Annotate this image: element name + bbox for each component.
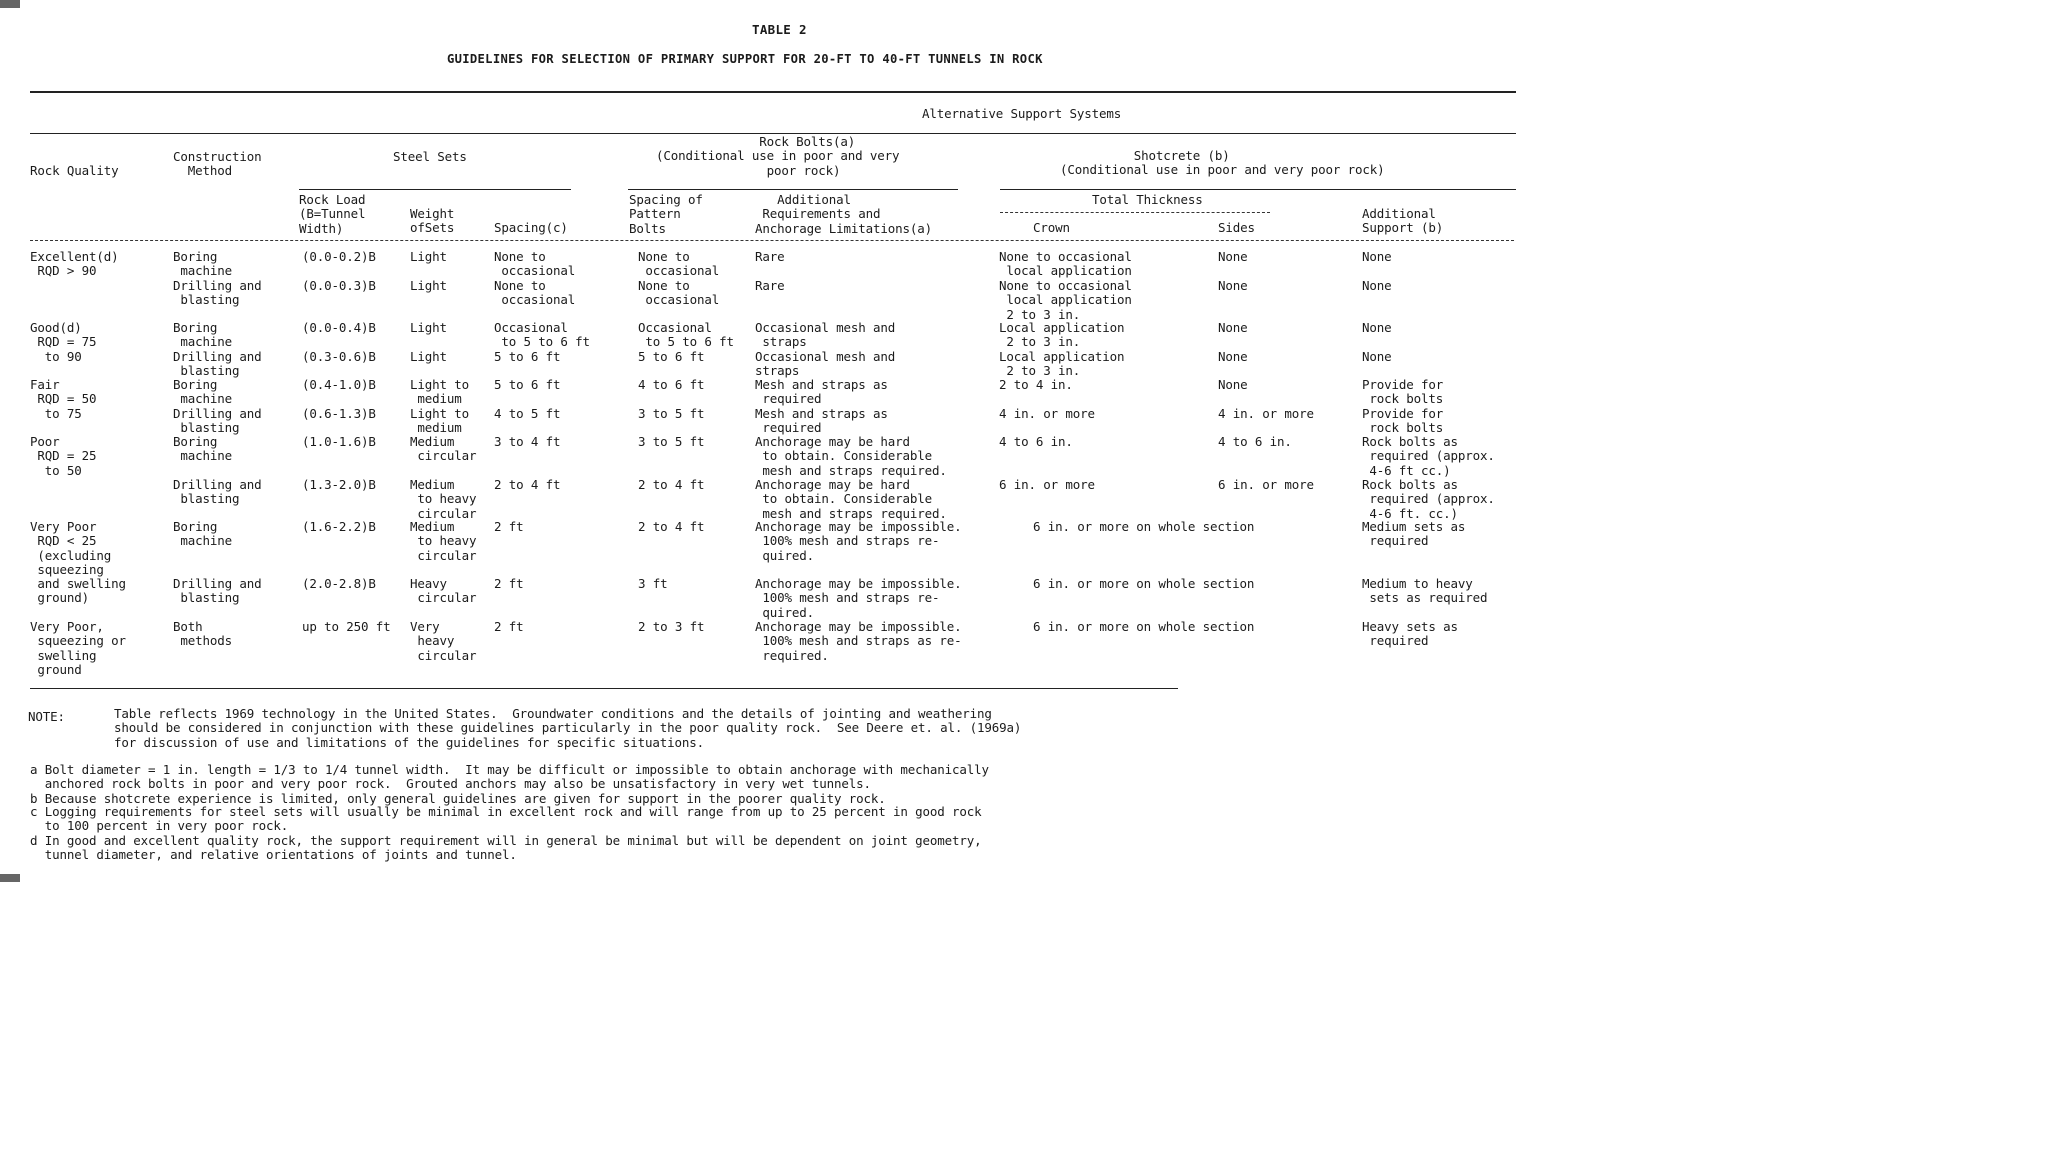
rule-rock-bolts [628,189,958,190]
cell-shotcrete-sides: None [1218,349,1248,364]
cell-weight-of-sets: Light [410,320,447,335]
header-rock-bolts: Rock Bolts(a) (Conditional use in poor and very poor rock) [656,134,900,178]
header-shotcrete: Shotcrete (b) (Conditional use in poor and very poor rock) [1060,148,1385,178]
cell-bolt-requirements: Anchorage may be hard to obtain. Considerable mesh and straps required. [755,434,947,478]
cell-shotcrete-crown: 4 to 6 in. [999,434,1073,449]
rule-total-thickness [1000,212,1270,213]
cell-shotcrete-whole-section: 6 in. or more on whole section [1033,576,1255,591]
header-additional-requirements: Additional Requirements and Anchorage Limitations(a) [755,192,933,236]
cell-additional-support: Medium sets as required [1362,519,1466,549]
cell-bolt-requirements: Mesh and straps as required [755,377,888,407]
cell-bolt-requirements: Mesh and straps as required [755,406,888,436]
cell-weight-of-sets: Light [410,278,447,293]
header-rock-quality: Rock Quality [30,163,119,178]
note-text: Table reflects 1969 technology in the United States. Groundwater conditions and the details of jointing and weathering should be considered in conjunction with these guidelines particularly in the poor quality rock. See Deere et. al. (1969a) for discussion of use and limitations of the guidelines for specific situations. [114,706,1022,750]
note-label: NOTE: [28,709,65,724]
cell-additional-support: Provide for rock bolts [1362,406,1444,436]
footnote-b: b Because shotcrete experience is limited, only general guidelines are given for support in the poorer quality rock. [30,791,886,806]
cell-bolt-spacing: None to occasional [638,249,720,279]
cell-construction-method: Boring machine [173,519,233,549]
cell-bolt-spacing: 3 to 5 ft [638,406,705,421]
cell-set-spacing: None to occasional [494,249,576,279]
header-rock-load: Rock Load (B=Tunnel Width) [299,192,366,236]
cell-weight-of-sets: Light to medium [410,377,470,407]
cell-rock-load: (1.0-1.6)B [302,434,376,449]
cell-weight-of-sets: Light to medium [410,406,470,436]
cell-construction-method: Drilling and blasting [173,278,262,308]
cell-rock-quality: Fair RQD = 50 to 75 [30,377,97,421]
cell-rock-load: (1.3-2.0)B [302,477,376,492]
cell-weight-of-sets: Medium to heavy circular [410,477,477,521]
alternative-support-heading: Alternative Support Systems [922,106,1122,121]
rule-top [30,91,1516,93]
header-construction-method: Construction Method [173,149,262,179]
cell-shotcrete-sides: None [1218,278,1248,293]
rule-steel-sets [299,189,571,190]
cell-weight-of-sets: Light [410,249,447,264]
cell-bolt-spacing: Occasional to 5 to 6 ft [638,320,734,350]
cell-set-spacing: 2 to 4 ft [494,477,561,492]
footnote-c: c Logging requirements for steel sets will usually be minimal in excellent rock and will range from up to 25 percent in good rock to 100 percent in very poor rock. [30,804,982,834]
cell-additional-support: None [1362,278,1392,293]
cell-rock-quality: Very Poor, squeezing or swelling ground [30,619,126,677]
scan-mark-top-left [0,0,20,8]
cell-construction-method: Boring machine [173,249,233,279]
cell-bolt-spacing: 2 to 4 ft [638,519,705,534]
cell-construction-method: Boring machine [173,377,233,407]
cell-rock-load: (1.6-2.2)B [302,519,376,534]
cell-rock-load: (0.4-1.0)B [302,377,376,392]
footnote-d: d In good and excellent quality rock, the support requirement will in general be minimal but will be dependent on joint geometry, tunnel diameter, and relative orientations of joints and tunnel. [30,833,982,863]
cell-bolt-requirements: Occasional mesh and straps [755,349,896,379]
cell-rock-load: (0.3-0.6)B [302,349,376,364]
footnote-a: a Bolt diameter = 1 in. length = 1/3 to 1/4 tunnel width. It may be difficult or impossible to obtain anchorage with mechanically anchored rock bolts in poor and very poor rock. Grouted anchors may also be unsatisfactory in very wet tunnels. [30,762,989,792]
cell-set-spacing: 4 to 5 ft [494,406,561,421]
cell-shotcrete-whole-section: 6 in. or more on whole section [1033,619,1255,634]
cell-bolt-spacing: 2 to 3 ft [638,619,705,634]
cell-weight-of-sets: Very heavy circular [410,619,477,663]
header-total-thickness: Total Thickness [1092,192,1203,207]
table-title: GUIDELINES FOR SELECTION OF PRIMARY SUPPORT FOR 20-FT TO 40-FT TUNNELS IN ROCK [447,52,1043,66]
cell-rock-load: up to 250 ft [302,619,391,634]
cell-weight-of-sets: Medium circular [410,434,477,464]
cell-construction-method: Drilling and blasting [173,349,262,379]
cell-shotcrete-crown: Local application 2 to 3 in. [999,349,1125,379]
cell-bolt-requirements: Rare [755,249,785,264]
header-bolt-spacing: Spacing of Pattern Bolts [629,192,703,236]
cell-shotcrete-crown: 4 in. or more [999,406,1095,421]
cell-rock-load: (0.0-0.2)B [302,249,376,264]
cell-weight-of-sets: Light [410,349,447,364]
cell-additional-support: Provide for rock bolts [1362,377,1444,407]
cell-additional-support: None [1362,320,1392,335]
cell-shotcrete-crown: Local application 2 to 3 in. [999,320,1125,350]
cell-construction-method: Drilling and blasting [173,576,262,606]
cell-shotcrete-sides: None [1218,249,1248,264]
cell-rock-quality: Excellent(d) RQD > 90 [30,249,119,279]
scan-mark-bottom-left [0,874,20,882]
cell-shotcrete-sides: 4 to 6 in. [1218,434,1292,449]
cell-shotcrete-sides: 4 in. or more [1218,406,1314,421]
cell-set-spacing: 3 to 4 ft [494,434,561,449]
cell-shotcrete-whole-section: 6 in. or more on whole section [1033,519,1255,534]
cell-set-spacing: 2 ft [494,576,524,591]
cell-additional-support: None [1362,349,1392,364]
cell-bolt-spacing: 2 to 4 ft [638,477,705,492]
cell-construction-method: Drilling and blasting [173,477,262,507]
header-steel-sets: Steel Sets [393,149,467,164]
cell-construction-method: Drilling and blasting [173,406,262,436]
cell-rock-load: (0.0-0.4)B [302,320,376,335]
cell-shotcrete-crown: None to occasional local application 2 to 3 in. [999,278,1132,322]
cell-additional-support: Rock bolts as required (approx. 4-6 ft. cc.) [1362,477,1495,521]
cell-shotcrete-sides: None [1218,320,1248,335]
cell-construction-method: Boring machine [173,320,233,350]
cell-rock-load: (2.0-2.8)B [302,576,376,591]
cell-weight-of-sets: Heavy circular [410,576,477,606]
rule-shotcrete [1000,189,1516,190]
cell-rock-quality: Poor RQD = 25 to 50 [30,434,97,478]
cell-rock-quality: Very Poor RQD < 25 (excluding squeezing and swelling ground) [30,519,126,606]
cell-bolt-spacing: 5 to 6 ft [638,349,705,364]
cell-construction-method: Both methods [173,619,233,649]
header-spacing: Spacing(c) [494,220,568,235]
header-crown: Crown [1033,220,1070,235]
cell-rock-load: (0.6-1.3)B [302,406,376,421]
rule-table-bottom [30,688,1178,689]
cell-weight-of-sets: Medium to heavy circular [410,519,477,563]
cell-bolt-requirements: Rare [755,278,785,293]
cell-set-spacing: 5 to 6 ft [494,377,561,392]
cell-bolt-requirements: Occasional mesh and straps [755,320,896,350]
header-sides: Sides [1218,220,1255,235]
cell-rock-load: (0.0-0.3)B [302,278,376,293]
rule-header-bottom [30,240,1514,241]
cell-set-spacing: None to occasional [494,278,576,308]
cell-bolt-requirements: Anchorage may be impossible. 100% mesh and straps re- quired. [755,576,962,620]
cell-bolt-spacing: None to occasional [638,278,720,308]
cell-rock-quality: Good(d) RQD = 75 to 90 [30,320,97,364]
cell-set-spacing: Occasional to 5 to 6 ft [494,320,590,350]
cell-additional-support: None [1362,249,1392,264]
cell-set-spacing: 2 ft [494,519,524,534]
cell-shotcrete-crown: 6 in. or more [999,477,1095,492]
cell-bolt-spacing: 4 to 6 ft [638,377,705,392]
cell-construction-method: Boring machine [173,434,233,464]
cell-bolt-requirements: Anchorage may be impossible. 100% mesh and straps as re- required. [755,619,962,663]
cell-additional-support: Medium to heavy sets as required [1362,576,1488,606]
header-additional-support: Additional Support (b) [1362,206,1444,236]
cell-set-spacing: 5 to 6 ft [494,349,561,364]
cell-bolt-spacing: 3 ft [638,576,668,591]
cell-bolt-spacing: 3 to 5 ft [638,434,705,449]
cell-bolt-requirements: Anchorage may be hard to obtain. Considerable mesh and straps required. [755,477,947,521]
cell-set-spacing: 2 ft [494,619,524,634]
cell-shotcrete-crown: 2 to 4 in. [999,377,1073,392]
cell-shotcrete-sides: 6 in. or more [1218,477,1314,492]
cell-shotcrete-crown: None to occasional local application [999,249,1132,279]
cell-shotcrete-sides: None [1218,377,1248,392]
cell-additional-support: Heavy sets as required [1362,619,1458,649]
table-label: TABLE 2 [752,22,807,37]
cell-additional-support: Rock bolts as required (approx. 4-6 ft cc.) [1362,434,1495,478]
header-weight-of-sets: Weight ofSets [410,206,455,236]
cell-bolt-requirements: Anchorage may be impossible. 100% mesh and straps re- quired. [755,519,962,563]
